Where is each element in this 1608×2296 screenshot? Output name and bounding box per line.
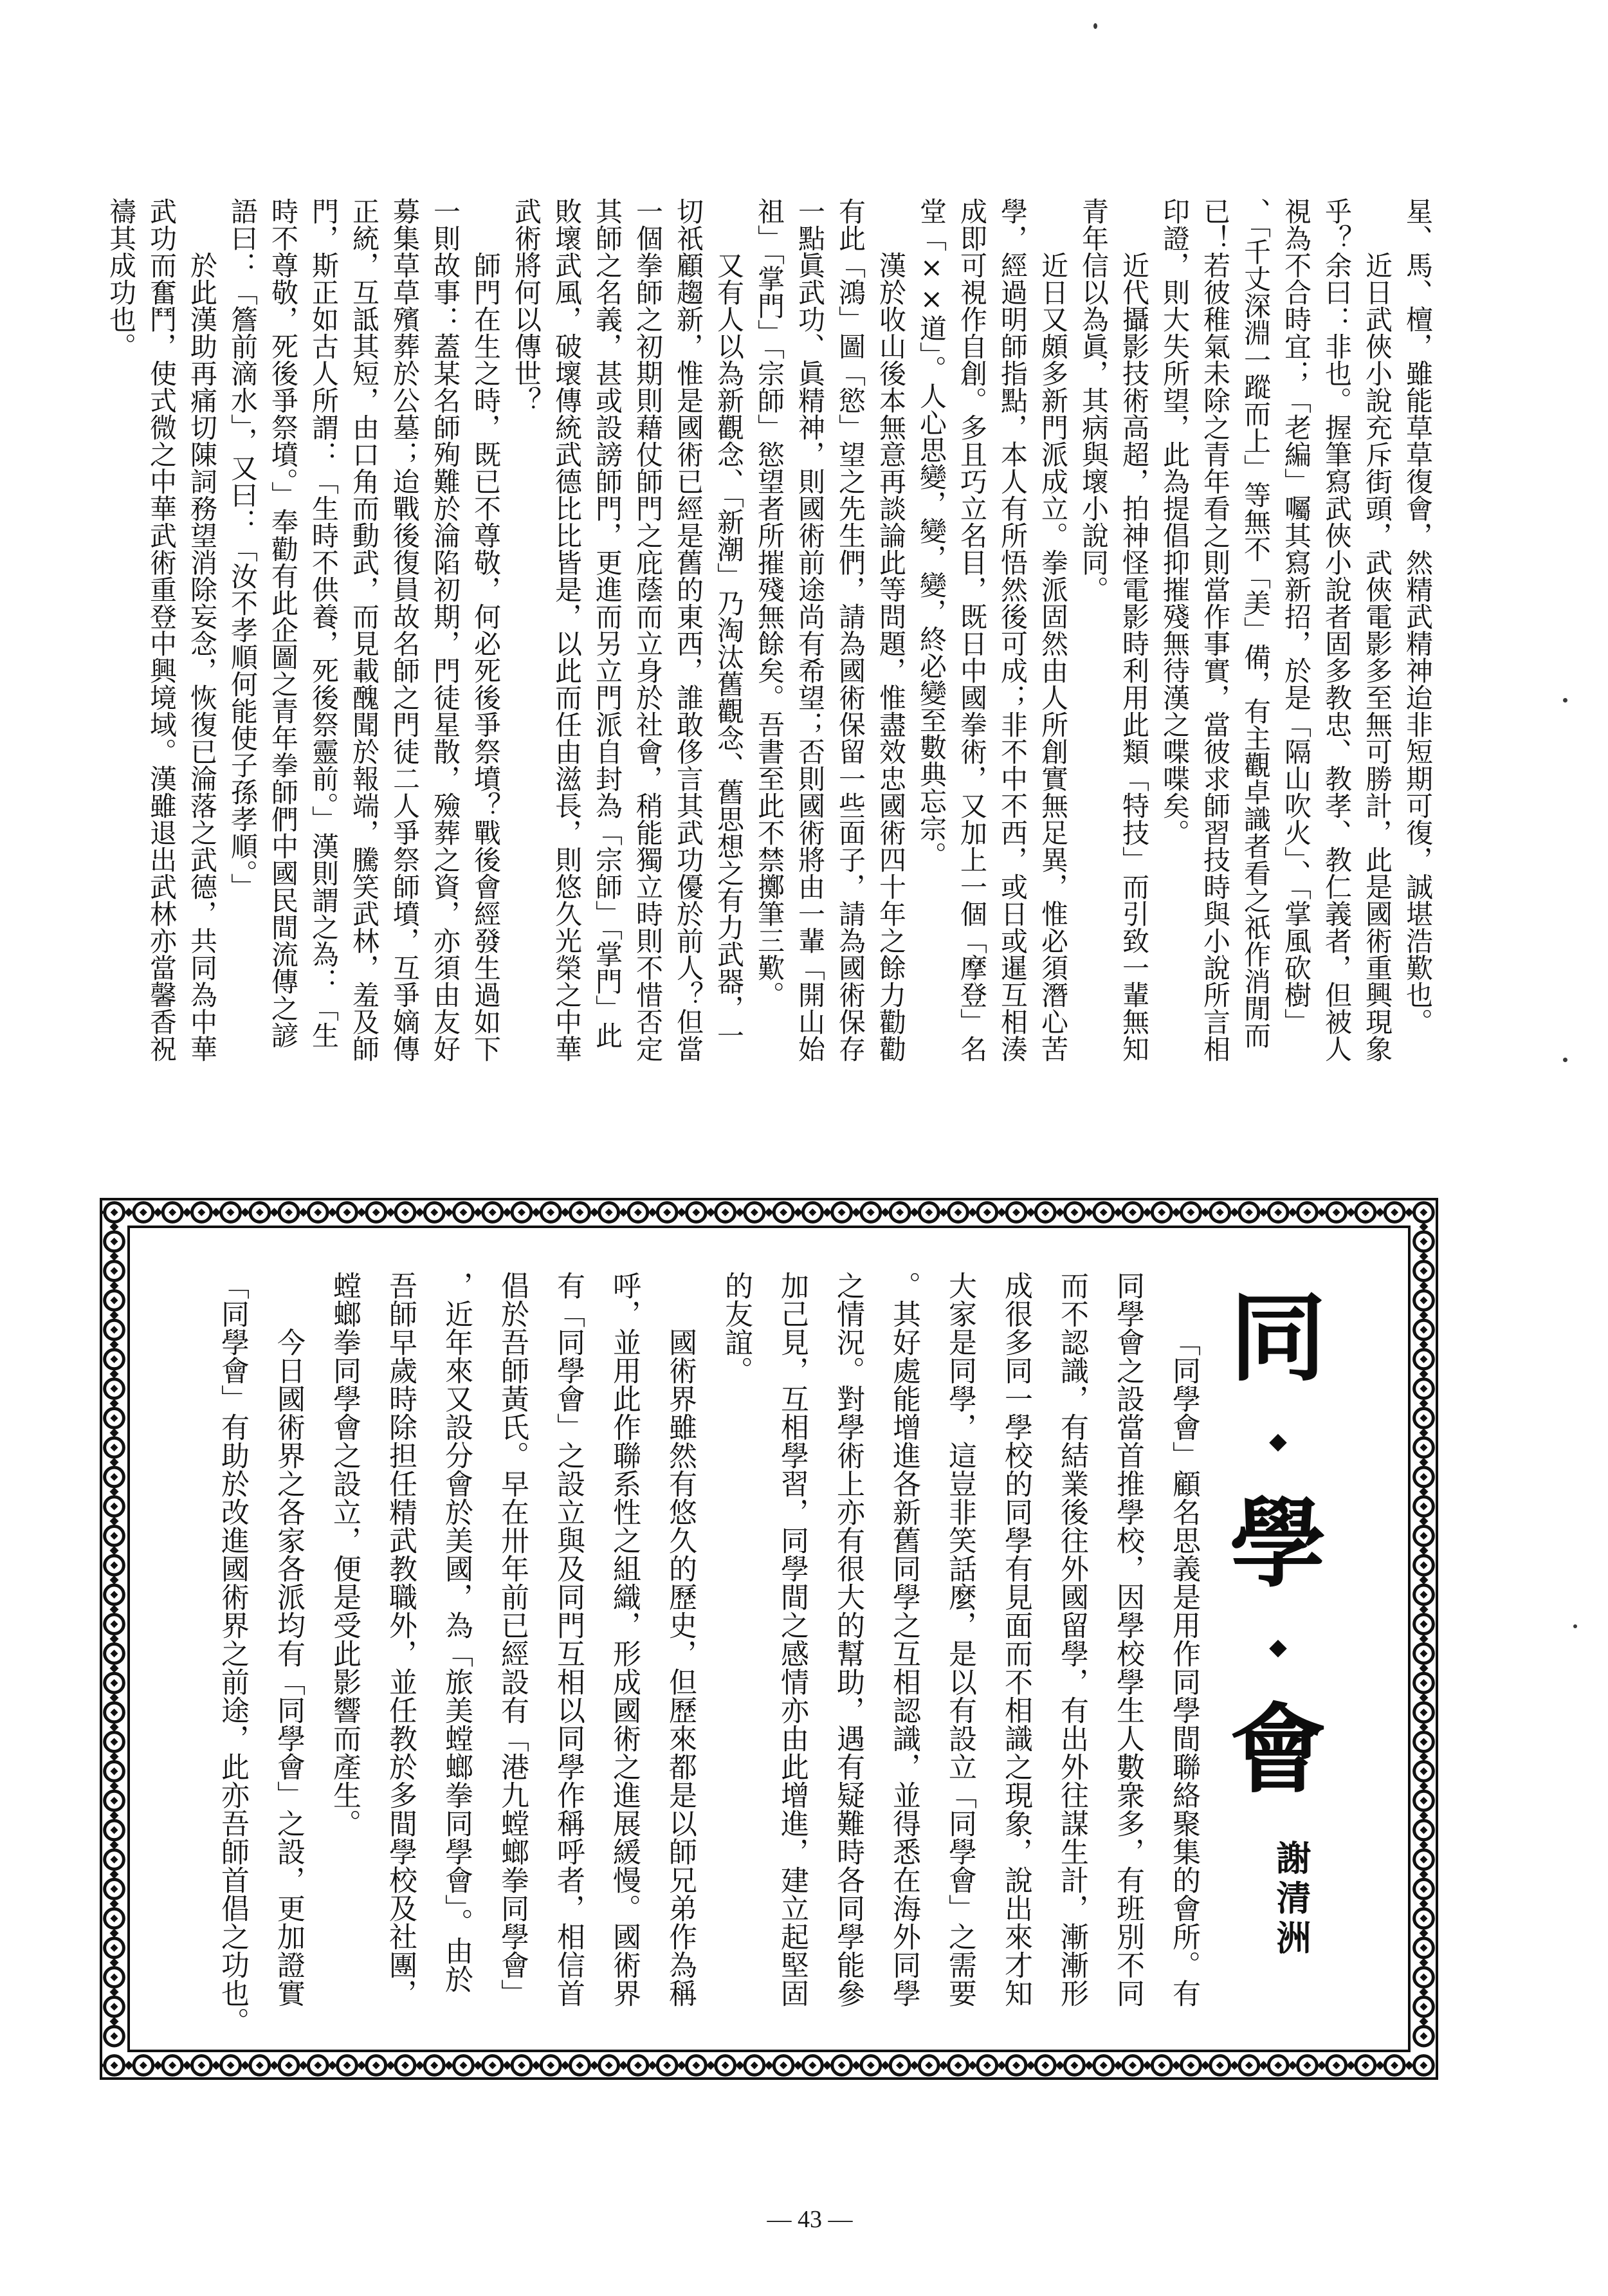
border-ornament [1414, 1310, 1434, 1339]
border-ornament [1027, 1203, 1055, 1222]
border-ornament [386, 2056, 414, 2075]
border-ornament [105, 1723, 124, 1752]
border-ornament [1414, 1723, 1434, 1752]
border-ornament [1414, 1870, 1434, 1899]
text-column: 敗壞武風，破壞傳統武德比比皆是，以此而任由滋長，則悠久光榮之中華 [551, 197, 583, 1062]
border-ornament [1259, 2056, 1288, 2075]
border-ornament [823, 1203, 851, 1222]
article-title [1230, 1281, 1327, 1806]
border-ornament [241, 2056, 269, 2075]
border-ornament [939, 2056, 967, 2075]
border-ornament [1027, 2056, 1055, 2075]
article-body-text [205, 1271, 1212, 2043]
text-column: 大家是同學，這豈非笑話麼，是以有設立「同學會」之需要 [944, 1271, 976, 2007]
border-ornament [1414, 1605, 1434, 1634]
border-ornament [1055, 1203, 1084, 1222]
border-ornament [619, 2056, 647, 2075]
border-ornament [105, 1340, 124, 1369]
border-ornament [105, 1899, 124, 1928]
border-ornament [765, 2056, 793, 2075]
border-ornament [105, 1958, 124, 1987]
border-ornament [1414, 1575, 1434, 1604]
text-column: 同學會之設當首推學校，因學校學生人數衆多，有班別不同 [1111, 1271, 1144, 2007]
text-column: 。其好處能增進各新舊同學之互相認識，並得悉在海外同學 [888, 1271, 920, 2007]
text-column: 印證，則大失所望，此為提倡抑摧殘無待漢之喋喋矣。 [1159, 197, 1191, 846]
border-ornament [1414, 2017, 1434, 2046]
border-ornament [105, 1281, 124, 1310]
text-column: 成很多同一學校的同學有見面而不相識之現象，說出來才知 [1000, 1271, 1032, 2007]
border-ornament [823, 2056, 851, 2075]
text-column: 「同學會」有助於改進國術界之前途，此亦吾師首倡之功也。 [216, 1271, 249, 2035]
border-ornament [105, 1841, 124, 1869]
title-diamond-separator: ◆ [1269, 1633, 1287, 1660]
border-ornament [968, 1203, 996, 1222]
border-ornament [105, 1693, 124, 1722]
text-column: 一點眞武功、眞精神，則國術前途尚有希望；否則國術將由一輩「開山始 [794, 197, 826, 1062]
text-column: 時不尊敬，死後爭祭墳。」奉勸有此企圖之青年拳師們中國民間流傳之諺 [268, 197, 299, 1049]
border-ornament [473, 2056, 502, 2075]
border-ornament [1414, 1958, 1434, 1987]
border-ornament [1414, 1517, 1434, 1546]
text-column: 而不認識，有結業後往外國留學，有出外往謀生計，漸漸形 [1055, 1271, 1088, 2007]
border-ornament [357, 2056, 385, 2075]
border-ornament [444, 1203, 473, 1222]
article-author: 謝清洲 [1271, 1840, 1312, 1960]
border-ornament [416, 2056, 444, 2075]
text-column: 加己見，互相學習，同學間之感情亦由此增進，建立起堅固 [776, 1271, 809, 2007]
border-ornament [1414, 1252, 1434, 1281]
border-ornament [852, 1203, 880, 1222]
border-ornament [299, 1203, 327, 1222]
text-column: 倡於吾師黃氏。早在卅年前已經設有「港九螳螂拳同學會」 [496, 1271, 529, 2007]
border-ornament [105, 1487, 124, 1516]
border-ornament [1414, 1399, 1434, 1428]
border-ornament [105, 1252, 124, 1281]
border-ornament [1317, 1203, 1346, 1222]
page-number: — 43 — [767, 2206, 853, 2233]
title-diamond-separator: ◆ [1269, 1428, 1287, 1455]
border-ornament [105, 1399, 124, 1428]
text-column: 其師之名義，甚或設謗師門，更進而另立門派自封為「宗師」「掌門」此 [592, 197, 623, 1049]
border-ornament [1259, 1203, 1288, 1222]
border-ornament [1172, 1203, 1200, 1222]
paragraph-first-column: 星、馬、檀，雖能草草復會，然精武精神迨非短期可復，誠堪浩歎也。 [1402, 197, 1434, 1035]
border-ornament [765, 1203, 793, 1222]
text-column: 一個拳師之初期則藉仗師門之庇蔭而立身於社會，稍能獨立時則不惜否定 [632, 197, 664, 1062]
paragraph-first-column: 師門在生之時，既已不尊敬，何必死後爭祭墳？戰後會經發生過如下 [470, 252, 502, 1062]
border-ornament [386, 1203, 414, 1222]
border-ornament [706, 1203, 735, 1222]
border-ornament [124, 2056, 152, 2075]
paragraph-first-column: 今日國術界之各家各派均有「同學會」之設，更加證實 [272, 1328, 305, 2007]
text-column: 有此「鴻」圖「慾」望之先生們，請為國術保留一些面子，請為國術保存 [835, 197, 866, 1062]
border-ornament [444, 2056, 473, 2075]
border-ornament [648, 2056, 677, 2075]
border-ornament [590, 1203, 618, 1222]
border-ornament [100, 2056, 123, 2075]
border-ornament [794, 1203, 822, 1222]
border-ornament [105, 1664, 124, 1693]
text-column: 正統，互詆其短，由口角而動武，而見載醜聞於報端，騰笑武林，羞及師 [349, 197, 380, 1062]
border-ornament [1414, 1781, 1434, 1810]
text-column: 呼，並用此作聯系性之組織，形成國術之進展緩慢。國術界 [608, 1271, 641, 2007]
border-ornament [939, 1203, 967, 1222]
border-ornament [852, 2056, 880, 2075]
border-ornament [1414, 1458, 1434, 1487]
border-ornament [105, 1428, 124, 1457]
text-column: 已！若彼稚氣未除之青年看之則當作事實，當彼求師習技時與小說所言相 [1200, 197, 1231, 1062]
border-ornament [105, 1517, 124, 1546]
text-column: 吾師早歲時除担任精武教職外，並任教於多間學校及社團， [384, 1271, 417, 2007]
border-ornament [561, 2056, 589, 2075]
border-ornament [416, 1203, 444, 1222]
border-ornament [1414, 1370, 1434, 1399]
border-ornament [100, 1203, 123, 1222]
scan-speck [1563, 1058, 1567, 1062]
border-ornament [590, 2056, 618, 2075]
border-ornament [997, 1203, 1025, 1222]
paragraph-first-column: 國術界雖然有悠久的歷史，但歷來都是以師兄弟作為稱 [664, 1328, 697, 2007]
border-ornament [105, 1781, 124, 1810]
title-char: 同 [1230, 1281, 1327, 1395]
text-column: 祖」「掌門」「宗師」慾望者所摧殘無餘矣。吾書至此不禁擲筆三歎。 [754, 197, 785, 1008]
paragraph-first-column: 於此漢助再痛切陳詞務望消除妄念，恢復已淪落之武德，共同為中華 [187, 252, 218, 1062]
border-ornament [105, 1752, 124, 1781]
paragraph-first-column: 近代攝影技術高超，拍神怪電影時利用此類「特技」而引致一輩無知 [1119, 252, 1150, 1062]
border-ornament [105, 1575, 124, 1604]
border-ornament [1230, 1203, 1258, 1222]
text-column: 堂「××道」。人心思變，變，變，終必變至數典忘宗。 [916, 197, 947, 868]
text-column: 之情況。對學術上亦有很大的幫助，遇有疑難時各同學能參 [832, 1271, 864, 2007]
border-ornament [1414, 1899, 1434, 1928]
border-ornament [473, 1203, 502, 1222]
border-ornament [153, 2056, 181, 2075]
paragraph-first-column: 又有人以為新觀念、「新潮」乃淘汰舊觀念、舊思想之有力武器，一 [713, 252, 745, 1049]
text-column: 成即可視作自創。多且巧立名目，既日中國拳術，又加上一個「摩登」名 [956, 197, 988, 1062]
border-ornament [105, 1222, 124, 1251]
text-column: 學，經過明師指點，本人有所悟然後可成；非不中不西，或日或暹互相湊 [997, 197, 1028, 1062]
border-ornament [619, 1203, 647, 1222]
border-ornament [1414, 1752, 1434, 1781]
text-column: 禱其成功也。 [105, 197, 137, 360]
border-ornament [968, 2056, 996, 2075]
border-ornament [1346, 1203, 1375, 1222]
border-ornament [532, 1203, 560, 1222]
text-column: 武術將何以傳世？ [511, 197, 542, 414]
border-ornament [105, 1635, 124, 1664]
border-ornament [1414, 1222, 1434, 1251]
border-ornament [328, 1203, 356, 1222]
paragraph-first-column: 漢於收山後本無意再談論此等問題，惟盡效忠國術四十年之餘力勸勸 [875, 252, 907, 1062]
border-ornament [1230, 2056, 1258, 2075]
title-char: 會 [1230, 1693, 1327, 1806]
text-column: ，近年來又設分會於美國，為「旅美螳螂拳同學會」。由於 [440, 1271, 473, 1993]
border-ornament [1414, 1988, 1434, 2017]
border-ornament [1084, 1203, 1113, 1222]
border-ornament [794, 2056, 822, 2075]
border-ornament [1414, 1635, 1434, 1664]
border-ornament [1414, 1664, 1434, 1693]
border-ornament [105, 1870, 124, 1899]
border-ornament [1405, 1203, 1433, 1222]
border-ornament [105, 1370, 124, 1399]
border-ornament [1055, 2056, 1084, 2075]
text-column: 門，斯正如古人所謂：「生時不供養，死後祭靈前。」漢則謂之為：「生 [308, 197, 340, 1049]
border-ornament [1346, 2056, 1375, 2075]
text-column: 視為不合時宜；「老編」囑其寫新招，於是「隔山吹火」、「掌風砍樹」 [1281, 197, 1312, 1035]
border-ornament [706, 2056, 735, 2075]
border-ornament [1414, 1929, 1434, 1958]
border-ornament [1414, 1693, 1434, 1722]
border-ornament [183, 1203, 211, 1222]
border-ornament [1113, 1203, 1142, 1222]
border-ornament [1414, 1428, 1434, 1457]
scan-speck [1563, 698, 1567, 703]
border-ornament [735, 2056, 763, 2075]
border-ornament [1113, 2056, 1142, 2075]
text-column: 螳螂拳同學會之設立，便是受此影響而產生。 [328, 1271, 361, 1837]
text-column: 語曰：「簷前滴水」，又曰：「汝不孝順何能使子孫孝順。」 [227, 197, 259, 900]
border-ornament [1405, 2056, 1433, 2075]
text-column: 有「同學會」之設立與及同門互相以同學作稱呼者，相信首 [552, 1271, 585, 2007]
paragraph-first-column: 「同學會」顧名思義是用作同學間聯絡聚集的會所。有 [1167, 1328, 1200, 2007]
border-ornament [910, 1203, 938, 1222]
border-ornament [502, 1203, 531, 1222]
text-column: 武功而奮鬥，使式微之中華武術重登中興境域。漢雖退出武林亦當馨香祝 [146, 197, 178, 1062]
border-ornament [270, 1203, 298, 1222]
continued-article-text [101, 197, 1438, 1098]
border-ornament [212, 1203, 240, 1222]
border-ornament [677, 2056, 706, 2075]
border-ornament [1143, 1203, 1171, 1222]
text-column: 一則故事：蓋某名師殉難於淪陷初期，門徒星散，殮葬之資，亦須由友好 [430, 197, 461, 1062]
scan-speck [1573, 1624, 1577, 1628]
border-ornament [183, 2056, 211, 2075]
border-ornament [1376, 1203, 1404, 1222]
border-ornament [105, 2017, 124, 2046]
border-ornament [1414, 1841, 1434, 1869]
border-ornament [105, 1988, 124, 2017]
border-ornament [1376, 2056, 1404, 2075]
border-ornament [299, 2056, 327, 2075]
border-ornament [881, 1203, 909, 1222]
border-ornament [241, 1203, 269, 1222]
border-ornament [1201, 1203, 1229, 1222]
text-column: 的友誼。 [720, 1271, 753, 1384]
text-column: 乎？余曰：非也。握筆寫武俠小說者固多教忠、教孝、教仁義者，但被人 [1321, 197, 1353, 1062]
text-column: 切祇顧趨新，惟是國術已經是舊的東西，誰敢侈言其武功優於前人？但當 [673, 197, 704, 1062]
border-ornament [735, 1203, 763, 1222]
border-ornament [105, 1458, 124, 1487]
text-column: 、「千丈深淵一蹤而上」等無不「美」備，有主觀卓識者看之祇作消閒而 [1240, 197, 1272, 1049]
border-ornament [105, 1605, 124, 1634]
border-ornament [1414, 1340, 1434, 1369]
border-ornament [532, 2056, 560, 2075]
paragraph-first-column: 近日武俠小說充斥街頭，武俠電影多至無可勝計，此是國術重興現象 [1362, 252, 1393, 1062]
border-ornament [997, 2056, 1025, 2075]
border-ornament [124, 1203, 152, 1222]
border-ornament [677, 1203, 706, 1222]
title-char: 學 [1230, 1487, 1327, 1601]
paragraph-first-column: 近日又頗多新門派成立。拳派固然由人所創實無足異，惟必須潛心苦 [1037, 252, 1069, 1062]
border-ornament [910, 2056, 938, 2075]
border-ornament [212, 2056, 240, 2075]
text-column: 青年信以為眞，其病與壞小說同。 [1078, 197, 1110, 603]
border-ornament [105, 1811, 124, 1840]
border-ornament [105, 1546, 124, 1575]
border-ornament [1317, 2056, 1346, 2075]
border-ornament [105, 1310, 124, 1339]
border-ornament [1414, 1487, 1434, 1516]
border-ornament [1172, 2056, 1200, 2075]
border-ornament [270, 2056, 298, 2075]
border-ornament [561, 1203, 589, 1222]
border-ornament [1084, 2056, 1113, 2075]
border-ornament [153, 1203, 181, 1222]
border-ornament [1201, 2056, 1229, 2075]
border-ornament [881, 2056, 909, 2075]
border-ornament [1414, 1811, 1434, 1840]
text-column: 募集草草殯葬於公墓；迨戰後復員故名師之門徒二人爭祭師墳，互爭嫡傳 [389, 197, 421, 1062]
border-ornament [328, 2056, 356, 2075]
border-ornament [502, 2056, 531, 2075]
border-ornament [1143, 2056, 1171, 2075]
border-ornament [1288, 1203, 1317, 1222]
border-ornament [1414, 1546, 1434, 1575]
scan-speck [1093, 23, 1097, 29]
border-ornament [648, 1203, 677, 1222]
border-ornament [1414, 1281, 1434, 1310]
border-ornament [1288, 2056, 1317, 2075]
border-ornament [105, 1929, 124, 1958]
border-ornament [357, 1203, 385, 1222]
